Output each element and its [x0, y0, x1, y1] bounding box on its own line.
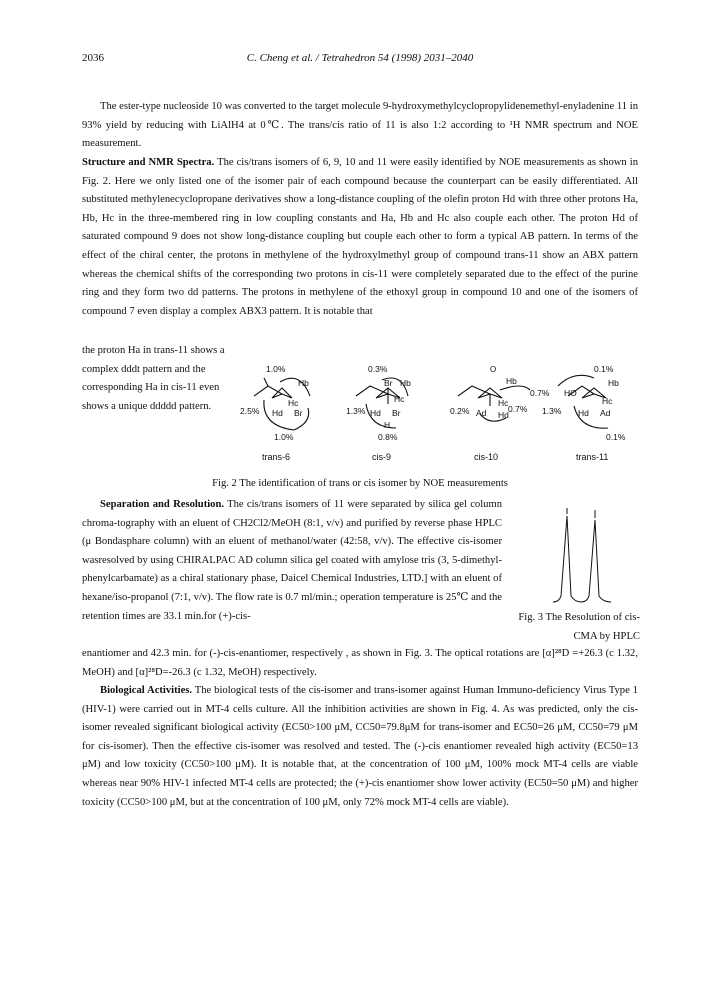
figure-2-caption: Fig. 2 The identification of trans or cis isomer by NOE measurements	[212, 478, 508, 489]
atom-label: Br	[294, 408, 303, 418]
noe-label: 0.1%	[594, 364, 614, 374]
paragraph-structure	[82, 154, 638, 321]
atom-label: H	[384, 420, 391, 430]
figure-2-noe-structures	[238, 356, 638, 466]
atom-label: Hd	[578, 408, 589, 418]
atom-label: Hc	[288, 398, 299, 408]
atom-label: Hd	[272, 408, 283, 418]
figure-3-hplc-chromatogram	[545, 506, 635, 606]
paragraph-separation	[82, 496, 502, 626]
heading-separation: Separation and Resolution.	[100, 499, 225, 510]
noe-label: 2.5%	[240, 406, 260, 416]
atom-label: Hd	[370, 408, 381, 418]
atom-label: Hc	[394, 394, 405, 404]
noe-label: 1.0%	[266, 364, 286, 374]
compound-label: cis-10	[474, 452, 499, 462]
page-number: 2036	[82, 52, 104, 64]
compound-label: trans-11	[576, 452, 609, 462]
structure-text: The cis/trans isomers of 6, 9, 10 and 11 were easily identified by NOE measurements as shown in Fig. 2. Here we only listed one of the isomer pair of each compound because the counterpart can be easily differentiated. All substituted methylenecyclopropane derivatives show a long-distance coupling of the olefin proton Hd with three other protons Ha, Hb, Hc in the three-membered ring in low coupling constants and Ha, Hb and Hc also couple each other. The proton Hd of saturated compound 9 does not show long-distance coupling but couple each other to form a typical AB pattern. In terms of the effect of the chiral center, the protons in methylene of the hydroxylmethyl group of compound trans-11 show an ABX pattern whereas the chemical shifts of the corresponding two protons in cis-11 were completely separated due to the effect of the purine ring and they form two dd patterns. The protons in methylene of the ethoxyl group in compound 10 and one of the isomers of compound 7 even display a complex ABX3 pattern. It is notable that	[82, 157, 638, 317]
noe-label: 0.1%	[606, 432, 626, 442]
atom-label: Br	[384, 378, 393, 388]
separation-text: The cis/trans isomers of 11 were separated by silica gel column chroma-tography with an eluent of CH2Cl2/MeOH (8:1, v/v) and purified by reverse phase HPLC (μ Bondasphare column) with an eluent of methanol/water (42:58, v/v). The effective cis-isomer wasresolved by using CHIRALPAC AD column silica gel coated with amylose tris (3, 5-dimethyl-phenylcarbamate) as a chiral stationary phase, Daicel Chemical Industries, LTD.] with an eluent of hexane/iso-propanol (7:1, v/v). The flow rate is 0.7 ml/min.; operation temperature is 25℃ and the retention times are 33.1 min.for (+)-cis-	[82, 499, 502, 622]
atom-label: Hc	[498, 398, 509, 408]
noe-label: 0.2%	[450, 406, 470, 416]
noe-label: 1.3%	[542, 406, 562, 416]
heading-structure: Structure and NMR Spectra.	[82, 157, 215, 168]
atom-label: HO	[564, 388, 577, 398]
noe-label: 0.8%	[378, 432, 398, 442]
paragraph-biological	[82, 682, 638, 812]
atom-label: Ad	[600, 408, 611, 418]
noe-label: 1.0%	[274, 432, 294, 442]
atom-label: Hb	[506, 376, 517, 386]
atom-label: O	[490, 365, 497, 374]
paragraph-enantiomer: enantiomer and 42.3 min. for (-)-cis-enantiomer, respectively , as shown in Fig. 3. The optical rotations are [α]²⁸D =+26.3 (c 1.32, MeOH) and [α]²⁸D=-26.3 (c 1.32, MeOH) respectively.	[82, 648, 638, 678]
biological-text: The biological tests of the cis-isomer and trans-isomer against Human Immuno-deficiency Virus Type 1 (HIV-1) were carried out in MT-4 cells culture. All the inhibition activities are shown in Fig. 4. As was predicted, only the cis-isomer revealed significant biological activity (EC50>100 μM, CC50=79.8μM for trans-isomer and EC50=26 μM, CC50=79 μM for cis-isomer). Then the effective cis-isomer was resolved and tested. The (-)-cis enantiomer revealed high activity (EC50=13 μM) and low toxicity (CC50>100 μM). It is notable that, at the concentration of 100 μM, 100% mock MT-4 cells are viable whereas near 90% HIV-1 infected MT-4 cells are protected; the (+)-cis enantiomer show lower activity (EC50=50 μM) and higher toxicity (CC50>100 μM, but at the concentration of 100 μM, only 72% mock MT-4 cells are viable).	[82, 685, 638, 808]
atom-label: Hb	[608, 378, 619, 388]
paragraph-intro: The ester-type nucleoside 10 was converted to the target molecule 9-hydroxymethylcyclopropylidenemethyl-enyladenine 11 in 93% yield by reducing with LiAlH4 at 0℃. The trans/cis ratio of 11 is also 1:2 according to ¹H NMR spectrum and NOE measurement.	[82, 101, 638, 150]
heading-biological: Biological Activities.	[100, 685, 193, 696]
atom-label: Br	[392, 408, 401, 418]
atom-label: Hc	[602, 396, 613, 406]
atom-label: Ad	[476, 408, 487, 418]
noe-label: 0.3%	[368, 364, 388, 374]
compound-label: cis-9	[372, 452, 392, 462]
atom-label: Hd	[498, 410, 509, 420]
atom-label: Hb	[298, 378, 309, 388]
noe-label: 0.7%	[508, 404, 528, 414]
atom-label: Hb	[400, 378, 411, 388]
compound-label: trans-6	[262, 452, 291, 462]
figure-3-caption: Fig. 3 The Resolution of cis-CMA by HPLC	[518, 612, 640, 642]
running-head: C. Cheng et al. / Tetrahedron 54 (1998) 2031–2040	[246, 52, 474, 64]
noe-label: 1.3%	[346, 406, 366, 416]
side-text: the proton Ha in trans-11 shows a complex dddt pattern and the corresponding Ha in cis-11 even shows a unique ddddd pattern.	[82, 345, 225, 412]
noe-label: 0.7%	[530, 388, 550, 398]
